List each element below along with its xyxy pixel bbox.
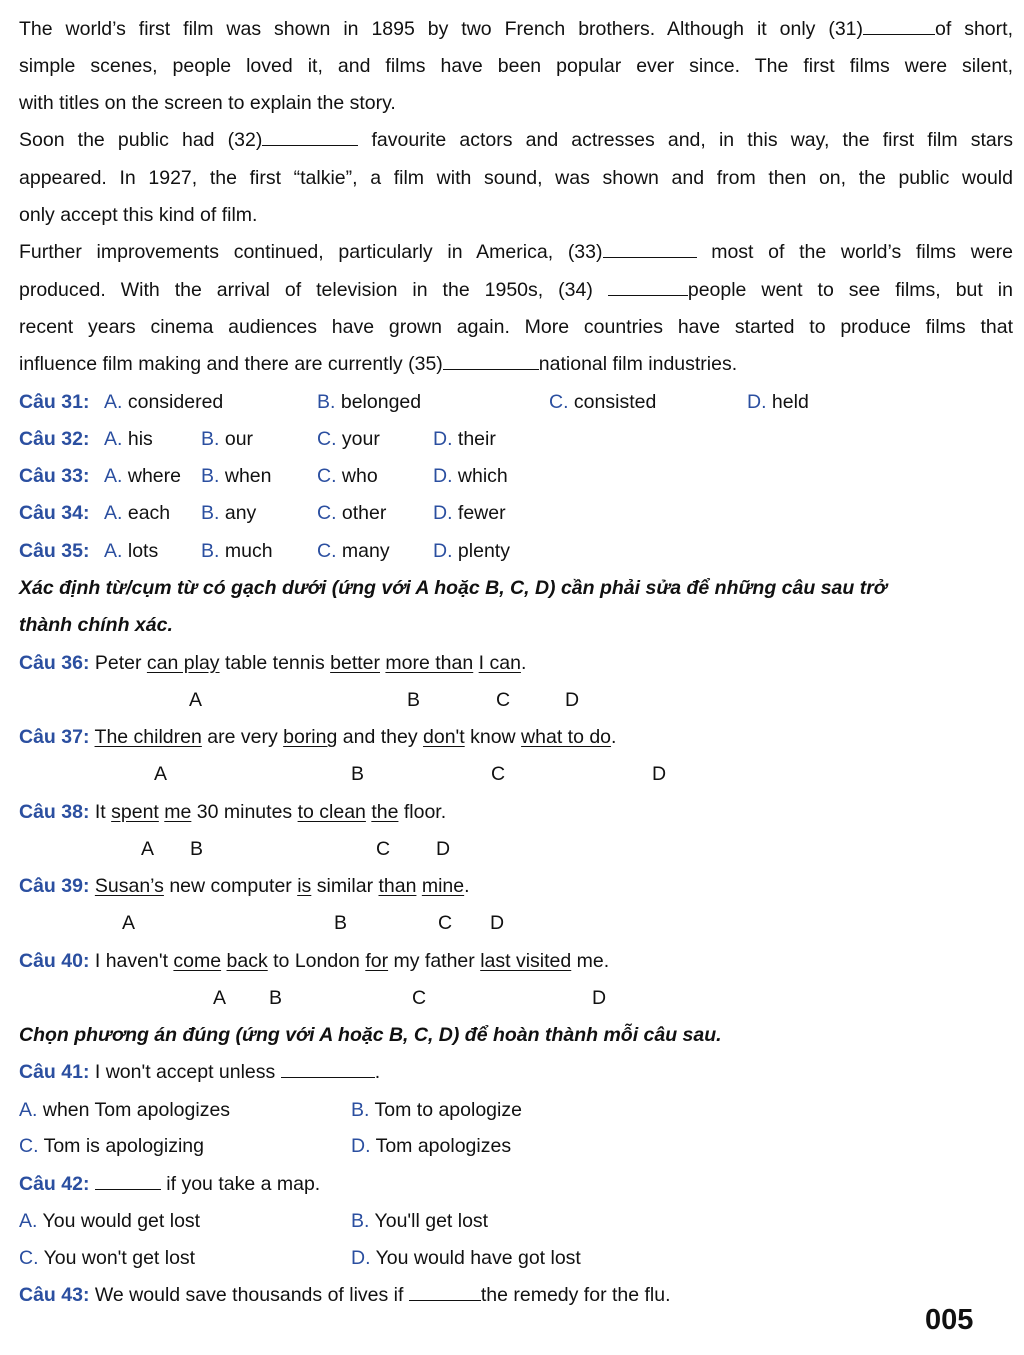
- q35-option-c[interactable]: C. many: [317, 540, 390, 562]
- q42-option-a[interactable]: A. You would get lost: [19, 1210, 201, 1232]
- q40-underlined-a[interactable]: come: [173, 950, 222, 972]
- q33-option-a[interactable]: A. where: [104, 465, 181, 487]
- passage-line: appeared. In 1927, the first “talkie”, a film with sound, was shown and from then on, the public would: [19, 167, 1013, 189]
- q31-option-d[interactable]: D. held: [747, 391, 809, 413]
- q39-letter-b: B: [334, 912, 348, 934]
- q33-option-c[interactable]: C. who: [317, 465, 378, 487]
- q38-underlined-b[interactable]: me: [164, 801, 192, 823]
- q37-letter-a: A: [154, 763, 168, 785]
- q40-letter-a: A: [213, 987, 227, 1009]
- blank-41: [281, 1076, 375, 1078]
- q34-option-b[interactable]: B. any: [201, 502, 257, 524]
- q32-option-c[interactable]: C. your: [317, 428, 380, 450]
- q34-option-a[interactable]: A. each: [104, 502, 171, 524]
- q38-letter-a: A: [141, 838, 155, 860]
- exam-code: 005: [925, 1304, 974, 1336]
- blank-42: [95, 1188, 161, 1190]
- q36-underlined-a[interactable]: can play: [146, 652, 220, 674]
- passage-line: Further improvements continued, particularly in America, (33) most of the world’s films were: [19, 241, 1013, 263]
- passage-line: recent years cinema audiences have grown again. More countries have started to produce films that: [19, 316, 1013, 338]
- question-31-label: Câu 31:: [19, 391, 90, 413]
- q38-underlined-d[interactable]: the: [371, 801, 399, 823]
- q38-letter-d: D: [436, 838, 451, 860]
- question-43: Câu 43: We would save thousands of lives if the remedy for the flu.: [19, 1284, 671, 1306]
- q32-option-a[interactable]: A. his: [104, 428, 153, 450]
- passage-line: Soon the public had (32) favourite actors and actresses and, in this way, the first film stars: [19, 129, 1013, 151]
- q34-option-c[interactable]: C. other: [317, 502, 387, 524]
- blank-32: [262, 144, 358, 146]
- q36-letter-b: B: [407, 689, 421, 711]
- passage-line: The world’s first film was shown in 1895 by two French brothers. Although it only (31) of short,: [19, 18, 1013, 40]
- question-37: Câu 37: The children are very boring and they don't know what to do.: [19, 726, 617, 748]
- q38-underlined-a[interactable]: spent: [111, 801, 159, 823]
- q32-option-b[interactable]: B. our: [201, 428, 254, 450]
- q35-option-d[interactable]: D. plenty: [433, 540, 510, 562]
- q39-letter-c: C: [438, 912, 453, 934]
- q38-underlined-c[interactable]: to clean: [297, 801, 366, 823]
- question-40: Câu 40: I haven't come back to London for my father last visited me.: [19, 950, 610, 972]
- question-34-label: Câu 34:: [19, 502, 90, 524]
- passage-line: influence film making and there are currently (35) national film industries.: [19, 353, 738, 375]
- q37-underlined-a[interactable]: The children: [94, 726, 202, 748]
- q37-underlined-d[interactable]: what to do: [521, 726, 612, 748]
- q37-letter-d: D: [652, 763, 667, 785]
- instruction-error-identification-cont: thành chính xác.: [19, 614, 173, 636]
- q39-letter-a: A: [122, 912, 136, 934]
- q34-option-d[interactable]: D. fewer: [433, 502, 506, 524]
- passage-line: with titles on the screen to explain the story.: [19, 92, 396, 114]
- blank-43: [409, 1299, 481, 1301]
- q39-letter-d: D: [490, 912, 505, 934]
- instruction-error-identification: Xác định từ/cụm từ có gạch dưới (ứng với A hoặc B, C, D) cần phải sửa để những câu sau trở: [19, 577, 887, 599]
- q39-underlined-b[interactable]: is: [297, 875, 312, 897]
- q39-underlined-d[interactable]: mine: [421, 875, 465, 897]
- q31-option-c[interactable]: C. consisted: [549, 391, 657, 413]
- q40-letter-c: C: [412, 987, 427, 1009]
- q41-option-b[interactable]: B. Tom to apologize: [351, 1099, 522, 1121]
- q36-letter-d: D: [565, 689, 580, 711]
- question-39: Câu 39: Susan’s new computer is similar than mine.: [19, 875, 470, 897]
- q36-letter-c: C: [496, 689, 511, 711]
- blank-35: [443, 368, 539, 370]
- q32-option-d[interactable]: D. their: [433, 428, 496, 450]
- q37-underlined-b[interactable]: boring: [283, 726, 338, 748]
- q40-underlined-b[interactable]: back: [226, 950, 268, 972]
- q35-option-b[interactable]: B. much: [201, 540, 273, 562]
- question-38: Câu 38: It spent me 30 minutes to clean the floor.: [19, 801, 447, 823]
- blank-31: [863, 33, 935, 35]
- instruction-complete-sentences: Chọn phương án đúng (ứng với A hoặc B, C, D) để hoàn thành mỗi câu sau.: [19, 1024, 722, 1046]
- q38-letter-b: B: [190, 838, 204, 860]
- q37-letter-b: B: [351, 763, 365, 785]
- q31-option-b[interactable]: B. belonged: [317, 391, 422, 413]
- q37-letter-c: C: [491, 763, 506, 785]
- q36-underlined-c[interactable]: more than: [385, 652, 474, 674]
- passage-line: produced. With the arrival of television in the 1950s, (34) people went to see films, but in: [19, 279, 1013, 301]
- question-41: Câu 41: I won't accept unless .: [19, 1061, 381, 1083]
- q36-underlined-d[interactable]: I can: [478, 652, 521, 674]
- q38-letter-c: C: [376, 838, 391, 860]
- q40-underlined-d[interactable]: last visited: [480, 950, 572, 972]
- q40-letter-d: D: [592, 987, 607, 1009]
- q36-underlined-b[interactable]: better: [330, 652, 380, 674]
- q42-option-c[interactable]: C. You won't get lost: [19, 1247, 196, 1269]
- question-33-label: Câu 33:: [19, 465, 90, 487]
- q40-underlined-c[interactable]: for: [365, 950, 389, 972]
- question-32-label: Câu 32:: [19, 428, 90, 450]
- q33-option-d[interactable]: D. which: [433, 465, 508, 487]
- question-36: Câu 36: Peter can play table tennis better more than I can.: [19, 652, 527, 674]
- q39-underlined-a[interactable]: Susan’s: [94, 875, 164, 897]
- question-42: Câu 42: if you take a map.: [19, 1173, 321, 1195]
- blank-34: [608, 294, 688, 296]
- blank-33: [603, 256, 697, 258]
- q35-option-a[interactable]: A. lots: [104, 540, 159, 562]
- q39-underlined-c[interactable]: than: [378, 875, 417, 897]
- passage-line: only accept this kind of film.: [19, 204, 258, 226]
- q31-option-a[interactable]: A. considered: [104, 391, 224, 413]
- q41-option-d[interactable]: D. Tom apologizes: [351, 1135, 512, 1157]
- q42-option-d[interactable]: D. You would have got lost: [351, 1247, 581, 1269]
- q41-option-c[interactable]: C. Tom is apologizing: [19, 1135, 204, 1157]
- q41-option-a[interactable]: A. when Tom apologizes: [19, 1099, 231, 1121]
- q40-letter-b: B: [269, 987, 283, 1009]
- passage-line: simple scenes, people loved it, and films have been popular ever since. The first films were silent,: [19, 55, 1013, 77]
- q42-option-b[interactable]: B. You'll get lost: [351, 1210, 489, 1232]
- question-35-label: Câu 35:: [19, 540, 90, 562]
- q33-option-b[interactable]: B. when: [201, 465, 272, 487]
- q36-letter-a: A: [189, 689, 203, 711]
- q37-underlined-c[interactable]: don't: [423, 726, 465, 748]
